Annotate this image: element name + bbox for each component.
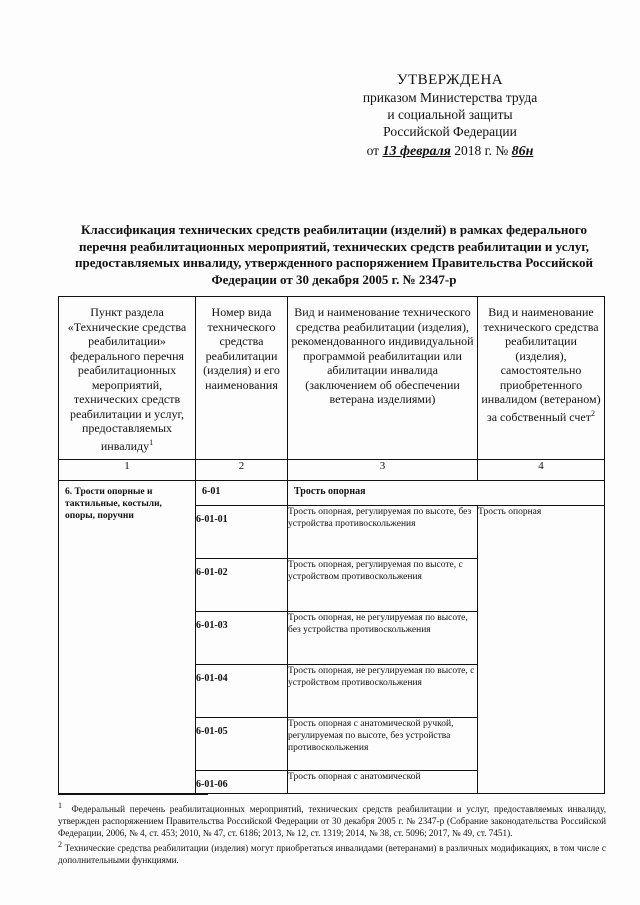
document-title: Классификация технических средств реабилитации (изделий) в рамках федерального перечня реабилитационных мероприятий, технических средств реабилитации и услуг, предоставляемых инвалиду, утвержденного распоряжением Правительства Российской Федерации от 30 декабря 2005 г. № 2347-р	[74, 222, 594, 287]
col-number: 4	[478, 460, 605, 481]
header-section-point: Пункт раздела «Технические средства реабилитации» федерального перечня реабилитационных мероприятий, технических средств реабилитации и услуг, предоставляемых инвалиду$^1$	[59, 297, 196, 460]
date-year: 2018 г. №	[454, 143, 509, 158]
approval-line-2: и социальной защиты	[387, 107, 513, 122]
approval-title: УТВЕРЖДЕНА	[396, 72, 504, 88]
section-cell: 6. Трости опорные и тактильные, костыли, опоры, поручни	[59, 481, 196, 794]
column-number-row	[59, 460, 605, 481]
col-number: 2	[196, 460, 288, 481]
approval-line-3: Российской Федерации	[383, 124, 517, 139]
approval-date-line	[330, 142, 570, 160]
footnote-2: $^2$ Технические средства реабилитации (изделия) могут приобретаться инвалидами (ветеранами) в различных модификациях, в том числе с дополнительными функциями.	[58, 840, 607, 866]
footnotes	[58, 800, 606, 866]
row-name: Трость опорная, не регулируемая по высоте, с устройством противоскольжения	[288, 665, 478, 718]
handwritten-number: 86н	[511, 144, 534, 159]
row-code: 6-01-05	[196, 718, 288, 771]
row-code: 6-01-03	[196, 612, 288, 665]
table-header-row	[59, 297, 605, 460]
group-code: 6-01	[196, 481, 288, 506]
row-name: Трость опорная, регулируемая по высоте, без устройства противоскольжения	[288, 506, 478, 559]
group-name: Трость опорная	[288, 481, 605, 506]
col-number: 3	[288, 460, 478, 481]
handwritten-date: 13 февраля	[382, 144, 451, 159]
self-purchased-cell: Трость опорная	[478, 506, 605, 794]
classification-table	[58, 296, 605, 794]
row-name: Трость опорная, не регулируемая по высоте, без устройства противоскольжения	[288, 612, 478, 665]
row-code: 6-01-01	[196, 506, 288, 559]
header-type-number: Номер вида технического средства реабилитации (изделия) и его наименования	[196, 297, 288, 460]
header-self-purchased: Вид и наименование технического средства реабилитации (изделия), самостоятельно приобретенного инвалидом (ветераном) за собственный счет$^2$	[478, 297, 605, 460]
header-recommended-type: Вид и наименование технического средства реабилитации (изделия), рекомендованного индивидуальной программой реабилитации или абилитации инвалида (заключением об обеспечении ветерана изделиями)	[288, 297, 478, 460]
footnote-1: $^1$ Федеральный перечень реабилитационных мероприятий, технических средств реабилитации и услуг, предоставляемых инвалиду, утвержден распоряжением Правительства Российской Федерации от 30 декабря 2005 г. № 2347-р (Собрание законодательства Российской Федерации, 2006, № 4, ст. 453; 2010, № 47, ст. 6186; 2013, № 12, ст. 1319; 2014, № 38, ст. 5096; 2017, № 49, ст. 7451).	[58, 801, 606, 839]
row-code: 6-01-04	[196, 665, 288, 718]
col-number: 1	[59, 460, 196, 481]
footnote-separator	[58, 794, 208, 795]
approval-line-1: приказом Министерства труда	[362, 90, 538, 105]
row-name: Трость опорная, регулируемая по высоте, с устройством противоскольжения	[288, 559, 478, 612]
row-name: Трость опорная с анатомической	[288, 771, 478, 794]
row-code: 6-01-06	[196, 771, 288, 794]
date-prefix: от	[366, 143, 380, 158]
row-name: Трость опорная с анатомической ручкой, регулируемая по высоте, без устройства противоскольжения	[288, 718, 478, 771]
approval-block	[330, 72, 570, 160]
group-row	[59, 481, 605, 506]
row-code: 6-01-02	[196, 559, 288, 612]
